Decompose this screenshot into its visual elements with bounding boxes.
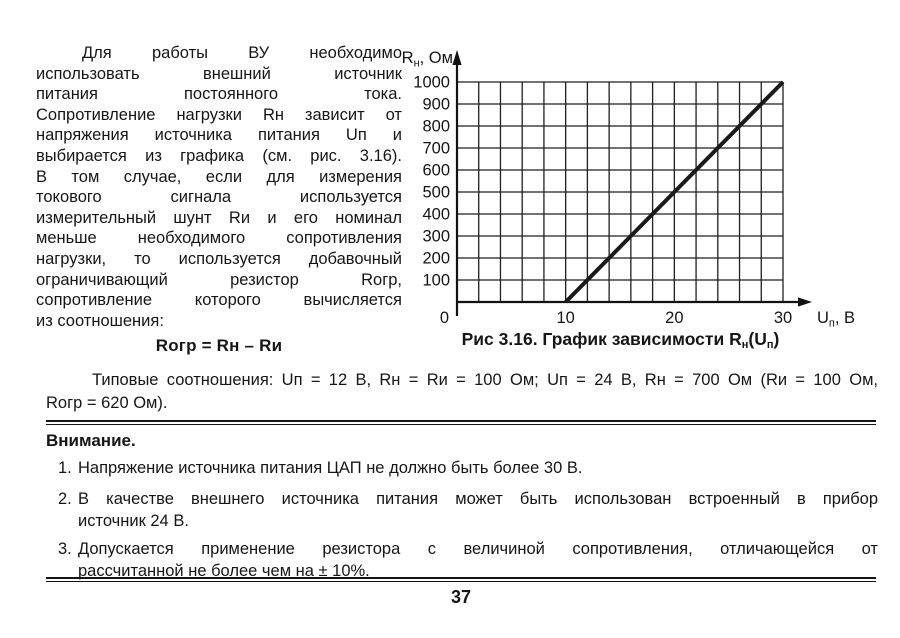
attention-item	[46, 457, 878, 480]
origin-tick-label: 0	[439, 309, 449, 327]
y-axis-arrow-icon	[452, 50, 461, 65]
item-text	[78, 538, 878, 583]
item-number: 1.	[58, 459, 72, 477]
paragraph-line: Напряжение источника питания ЦАП не должно быть более 30 В.	[78, 459, 583, 477]
y-tick-label: 1000	[413, 73, 450, 92]
y-tick-label: 100	[422, 271, 450, 290]
y-tick-label: 800	[422, 117, 450, 136]
y-tick-label: 300	[422, 227, 450, 246]
y-tick-label: 200	[422, 249, 450, 268]
item-text	[78, 457, 878, 480]
x-tick-label: 10	[556, 309, 575, 327]
attention-heading: Внимание.	[46, 431, 136, 450]
page-number: 37	[450, 587, 472, 607]
y-tick-label: 600	[422, 161, 450, 180]
paragraph-line: питания постоянного тока.	[36, 85, 402, 104]
subscript-text: п	[766, 339, 774, 351]
subscript-text: н	[741, 339, 749, 351]
paragraph-line: использовать внешний источник	[36, 64, 402, 83]
item-number: 3.	[58, 539, 72, 558]
caption-text: (U	[748, 329, 767, 349]
paragraph-line: Допускается применение резистора с величиной сопротивления, отличающейся от	[78, 539, 878, 558]
paragraph-line: Для работы ВУ необходимо	[82, 44, 402, 62]
y-tick-label: 500	[422, 183, 450, 202]
paragraph-line: Типовые соотношения: Uп = 12 В, Rн = Rи = 100 Ом; Uп = 24 В, Rн = 700 Ом (Rи = 100 Ом,	[92, 371, 878, 389]
paragraph-line: ограничивающий резистор Rогр,	[36, 270, 402, 289]
separator-rule-top	[46, 420, 876, 425]
paragraph-line: В качестве внешнего источника питания может быть использован встроенный в прибор	[78, 489, 878, 508]
attention-item	[46, 488, 878, 533]
caption-text: Рис 3.16. График зависимости R	[461, 329, 742, 349]
x-tick-label: 20	[665, 309, 684, 327]
paragraph-line: нагрузки, то используется добавочный	[36, 249, 402, 268]
paragraph-line: В том случае, если для измерения	[36, 167, 402, 186]
paragraph-line: напряжения источника питания Uп и	[36, 126, 402, 145]
paragraph-line: источник 24 В.	[78, 512, 189, 530]
x-tick-label: 30	[773, 309, 793, 327]
typical-ratios-paragraph	[46, 369, 878, 415]
paragraph-line: выбирается из графика (см. рис. 3.16).	[36, 146, 402, 165]
y-tick-label: 400	[422, 205, 450, 224]
x-axis-arrow-icon	[798, 297, 812, 306]
paragraph-line: токового сигнала используется	[36, 188, 402, 207]
paragraph-line: рассчитанной не более чем на ± 10%.	[78, 562, 370, 580]
attention-item	[46, 538, 878, 583]
intro-paragraph	[36, 43, 402, 331]
item-text	[78, 488, 878, 533]
paragraph-line: сопротивление которого вычисляется	[36, 291, 402, 310]
x-axis-label: $U_п$, В	[817, 309, 856, 330]
paragraph-line: из соотношения:	[36, 311, 164, 330]
figure-caption	[398, 329, 843, 351]
item-number: 2.	[58, 489, 72, 508]
y-tick-label: 900	[422, 95, 450, 114]
resistor-formula: Rогр = Rн – Rи	[155, 336, 283, 355]
chart-svg	[395, 38, 865, 338]
figure-chart	[395, 38, 865, 338]
y-tick-label: 700	[422, 139, 450, 158]
caption-text: )	[773, 329, 780, 349]
y-axis-label: $R_н$, Ом	[401, 49, 453, 70]
paragraph-line: меньше необходимого сопротивления	[36, 229, 402, 248]
attention-list	[46, 457, 878, 591]
paragraph-line: измерительный шунт Rи и его номинал	[36, 208, 402, 227]
separator-rule-bottom	[46, 577, 876, 582]
paragraph-line: Rогр = 620 Ом).	[46, 394, 168, 412]
paragraph-line: Сопротивление нагрузки Rн зависит от	[36, 105, 402, 124]
